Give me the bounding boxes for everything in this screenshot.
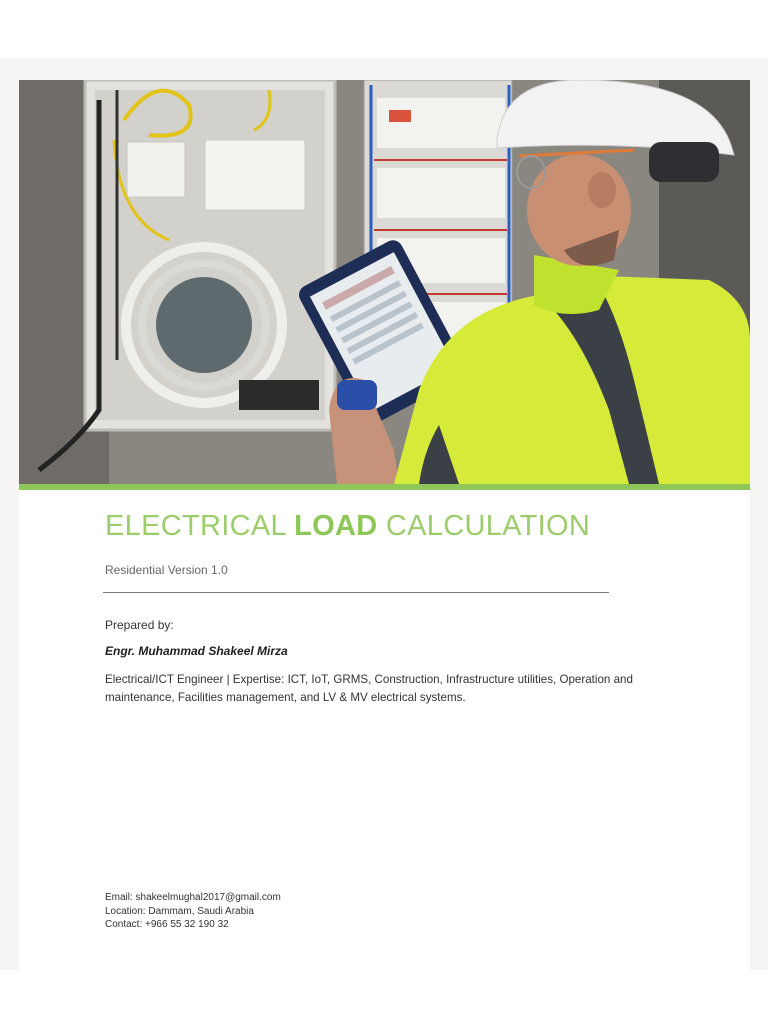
- contact-location: Location: Dammam, Saudi Arabia: [105, 905, 254, 917]
- document-title: [105, 510, 590, 543]
- contact-block: [105, 891, 281, 932]
- title-part-3: CALCULATION: [385, 510, 591, 542]
- document-subtitle: Residential Version 1.0: [105, 563, 228, 577]
- author-name: Engr. Muhammad Shakeel Mirza: [105, 644, 288, 658]
- divider: [103, 592, 609, 593]
- author-bio: Electrical/ICT Engineer | Expertise: ICT, IoT, GRMS, Construction, Infrastructure utilities, Operation and maintenance, Facilities management, and LV & MV electrical systems.: [105, 673, 633, 704]
- hero-photo: [19, 80, 750, 484]
- title-bold-word: LOAD: [294, 510, 378, 542]
- contact-phone: Contact: +966 55 32 190 32: [105, 919, 229, 930]
- title-part-1: ELECTRICAL: [105, 510, 286, 542]
- contact-email: Email: shakeelmughal2017@gmail.com: [105, 892, 281, 903]
- prepared-by-label: Prepared by:: [105, 618, 174, 632]
- accent-rule: [19, 484, 750, 490]
- cover-page: [19, 80, 750, 970]
